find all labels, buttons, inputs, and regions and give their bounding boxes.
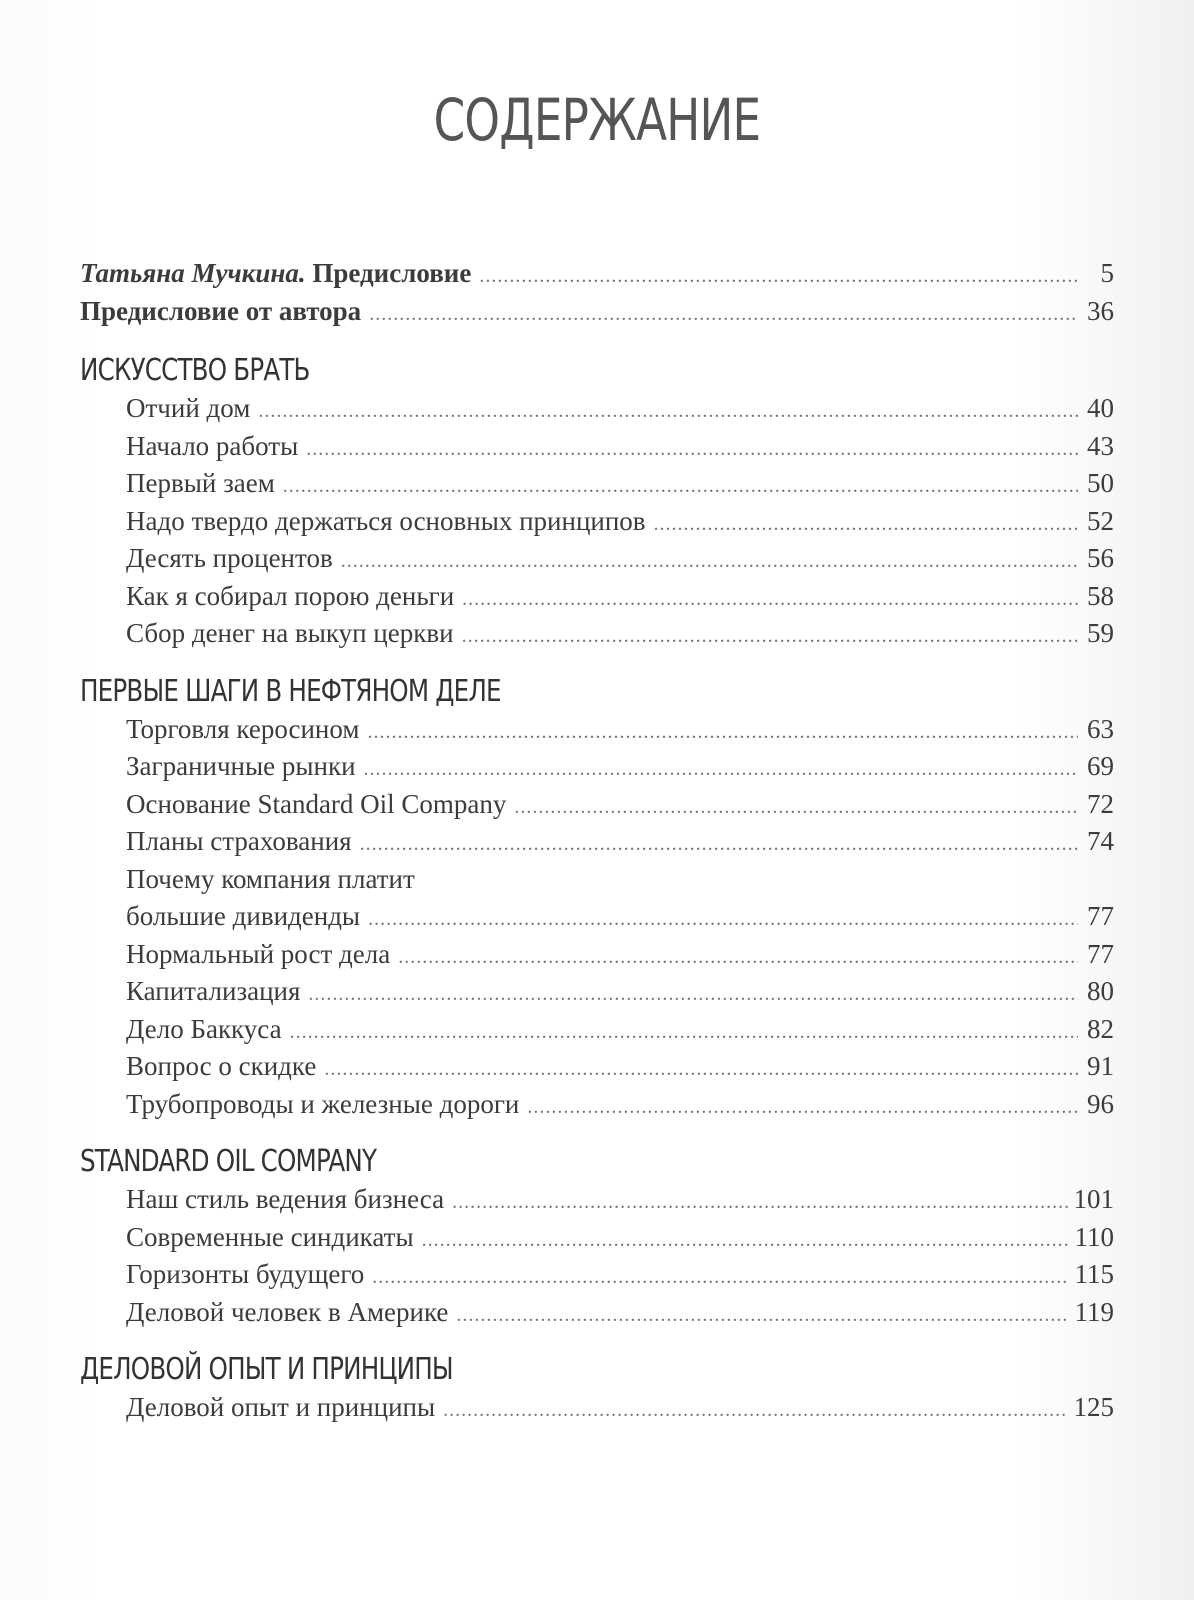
toc-entry-label: Татьяна Мучкина. Предисловие xyxy=(80,258,472,288)
leader-dots xyxy=(364,751,1078,789)
toc-entry[interactable] xyxy=(80,973,1114,1011)
toc-entry-label: Дело Баккуса xyxy=(126,1013,282,1044)
toc-entry[interactable] xyxy=(80,936,1114,974)
toc-page-number: 5 xyxy=(1100,258,1114,288)
leader-dots xyxy=(341,543,1078,581)
toc-page-number: 50 xyxy=(1087,468,1114,498)
leader-dots xyxy=(372,1259,1068,1297)
toc-entry[interactable] xyxy=(80,428,1114,466)
toc-entry-label: Заграничные рынки xyxy=(126,751,356,781)
toc-entry[interactable] xyxy=(80,1256,1114,1294)
toc-entry[interactable] xyxy=(80,711,1114,749)
toc-entry-label: Деловой человек в Америке xyxy=(126,1296,449,1327)
toc-entry[interactable] xyxy=(80,1181,1114,1219)
toc-entry[interactable] xyxy=(80,1048,1114,1086)
toc-page-number: 96 xyxy=(1087,1088,1114,1119)
toc-entry-label: Планы страхования xyxy=(126,826,352,856)
toc-entry-label: Вопрос о скидке xyxy=(126,1051,317,1081)
toc-entry[interactable] xyxy=(80,1389,1114,1427)
toc-entry[interactable] xyxy=(80,615,1114,653)
toc-entry[interactable] xyxy=(80,786,1114,824)
toc-entry-label: Как я собирал порою деньги xyxy=(126,580,455,611)
leader-dots xyxy=(398,939,1078,977)
section-heading: ИСКУССТВО БРАТЬ xyxy=(80,353,310,388)
leader-dots xyxy=(258,393,1078,431)
toc-entry-label: Наш стиль ведения бизнеса xyxy=(126,1184,445,1214)
section-heading: ПЕРВЫЕ ШАГИ В НЕФТЯНОМ ДЕЛЕ xyxy=(80,673,501,709)
toc-entry-label: Торговля керосином xyxy=(126,713,360,744)
toc-page-number: 101 xyxy=(1073,1184,1114,1214)
toc-entry-label-line1[interactable]: Почему компания платит xyxy=(126,863,415,894)
toc-entry-author: Татьяна Мучкина. xyxy=(80,258,306,288)
leader-dots xyxy=(452,1184,1067,1222)
leader-dots xyxy=(368,901,1078,939)
toc-entry-label: Современные синдикаты xyxy=(126,1221,414,1252)
toc-page-number: 40 xyxy=(1087,393,1114,423)
toc-page-number: 91 xyxy=(1087,1051,1114,1081)
toc-entry[interactable] xyxy=(80,898,1114,936)
leader-dots xyxy=(654,506,1078,544)
toc-entry[interactable] xyxy=(80,748,1114,786)
leader-dots xyxy=(443,1392,1067,1430)
toc-entry[interactable] xyxy=(80,578,1114,616)
toc-entry[interactable] xyxy=(80,1294,1114,1332)
toc-page-number: 36 xyxy=(1087,295,1114,326)
toc-page-number: 115 xyxy=(1074,1259,1114,1289)
toc-page-number: 80 xyxy=(1087,976,1114,1006)
page-title: СОДЕРЖАНИЕ xyxy=(433,86,761,154)
leader-dots xyxy=(290,1014,1078,1052)
toc-entry[interactable] xyxy=(80,1011,1114,1049)
leader-dots xyxy=(306,431,1078,469)
toc-page-number: 69 xyxy=(1087,751,1114,781)
toc-entry-label: Деловой опыт и принципы xyxy=(126,1392,436,1422)
leader-dots xyxy=(479,258,1078,296)
toc-entry[interactable] xyxy=(80,390,1114,428)
leader-dots xyxy=(283,468,1078,506)
toc-entry[interactable] xyxy=(80,823,1114,861)
leader-dots xyxy=(324,1051,1078,1089)
toc-page-number: 82 xyxy=(1087,1013,1114,1044)
toc-page-number: 56 xyxy=(1087,543,1114,573)
toc-page-number: 59 xyxy=(1087,618,1114,648)
section-heading: ДЕЛОВОЙ ОПЫТ И ПРИНЦИПЫ xyxy=(80,1352,453,1387)
toc-entry-label: Трубопроводы и железные дороги xyxy=(126,1088,520,1119)
leader-dots xyxy=(456,1297,1068,1335)
toc-page-number: 63 xyxy=(1087,713,1114,744)
leader-dots xyxy=(462,581,1078,619)
toc-entry-label: Предисловие от автора xyxy=(80,295,362,326)
toc-entry-label: Первый заем xyxy=(126,468,275,498)
toc-page-number: 125 xyxy=(1073,1392,1114,1422)
leader-dots xyxy=(527,1089,1078,1127)
toc-entry-label: Надо твердо держаться основных принципов xyxy=(126,505,646,536)
toc-entry-label: Капитализация xyxy=(126,976,301,1006)
toc-page-number: 58 xyxy=(1087,580,1114,611)
leader-dots xyxy=(422,1222,1069,1260)
toc-entry-label: Сбор денег на выкуп церкви xyxy=(126,618,454,648)
toc-entry-label: Горизонты будущего xyxy=(126,1259,365,1289)
leader-dots xyxy=(360,826,1078,864)
toc-page-number: 77 xyxy=(1087,901,1114,931)
toc-page-number: 119 xyxy=(1074,1296,1114,1327)
toc-entry-label: большие дивиденды xyxy=(126,901,361,931)
leader-dots xyxy=(308,976,1078,1014)
toc-entry[interactable] xyxy=(80,503,1114,541)
toc-entry-foreword[interactable] xyxy=(80,255,1114,293)
toc-entry[interactable] xyxy=(80,540,1114,578)
leader-dots xyxy=(514,789,1078,827)
leader-dots xyxy=(462,618,1078,656)
section-heading: STANDARD OIL COMPANY xyxy=(80,1144,377,1179)
toc-entry-author-foreword[interactable] xyxy=(80,293,1114,331)
toc-entry-label: Основание Standard Oil Company xyxy=(126,788,507,819)
toc-page-number: 77 xyxy=(1087,938,1114,969)
toc-page-number: 110 xyxy=(1074,1221,1114,1252)
toc-entry-label: Десять процентов xyxy=(126,543,333,573)
toc-entry[interactable] xyxy=(80,1219,1114,1257)
toc-entry[interactable] xyxy=(80,1086,1114,1124)
table-of-contents xyxy=(80,255,1114,1427)
toc-page-number: 43 xyxy=(1087,430,1114,461)
toc-page-number: 72 xyxy=(1087,788,1114,819)
toc-page-number: 74 xyxy=(1087,826,1114,856)
toc-entry-label: Нормальный рост дела xyxy=(126,938,391,969)
leader-dots xyxy=(369,296,1078,334)
leader-dots xyxy=(367,714,1078,752)
toc-entry-label: Начало работы xyxy=(126,430,299,461)
toc-entry[interactable] xyxy=(80,465,1114,503)
toc-entry-label: Отчий дом xyxy=(126,393,251,423)
toc-page-number: 52 xyxy=(1087,505,1114,536)
